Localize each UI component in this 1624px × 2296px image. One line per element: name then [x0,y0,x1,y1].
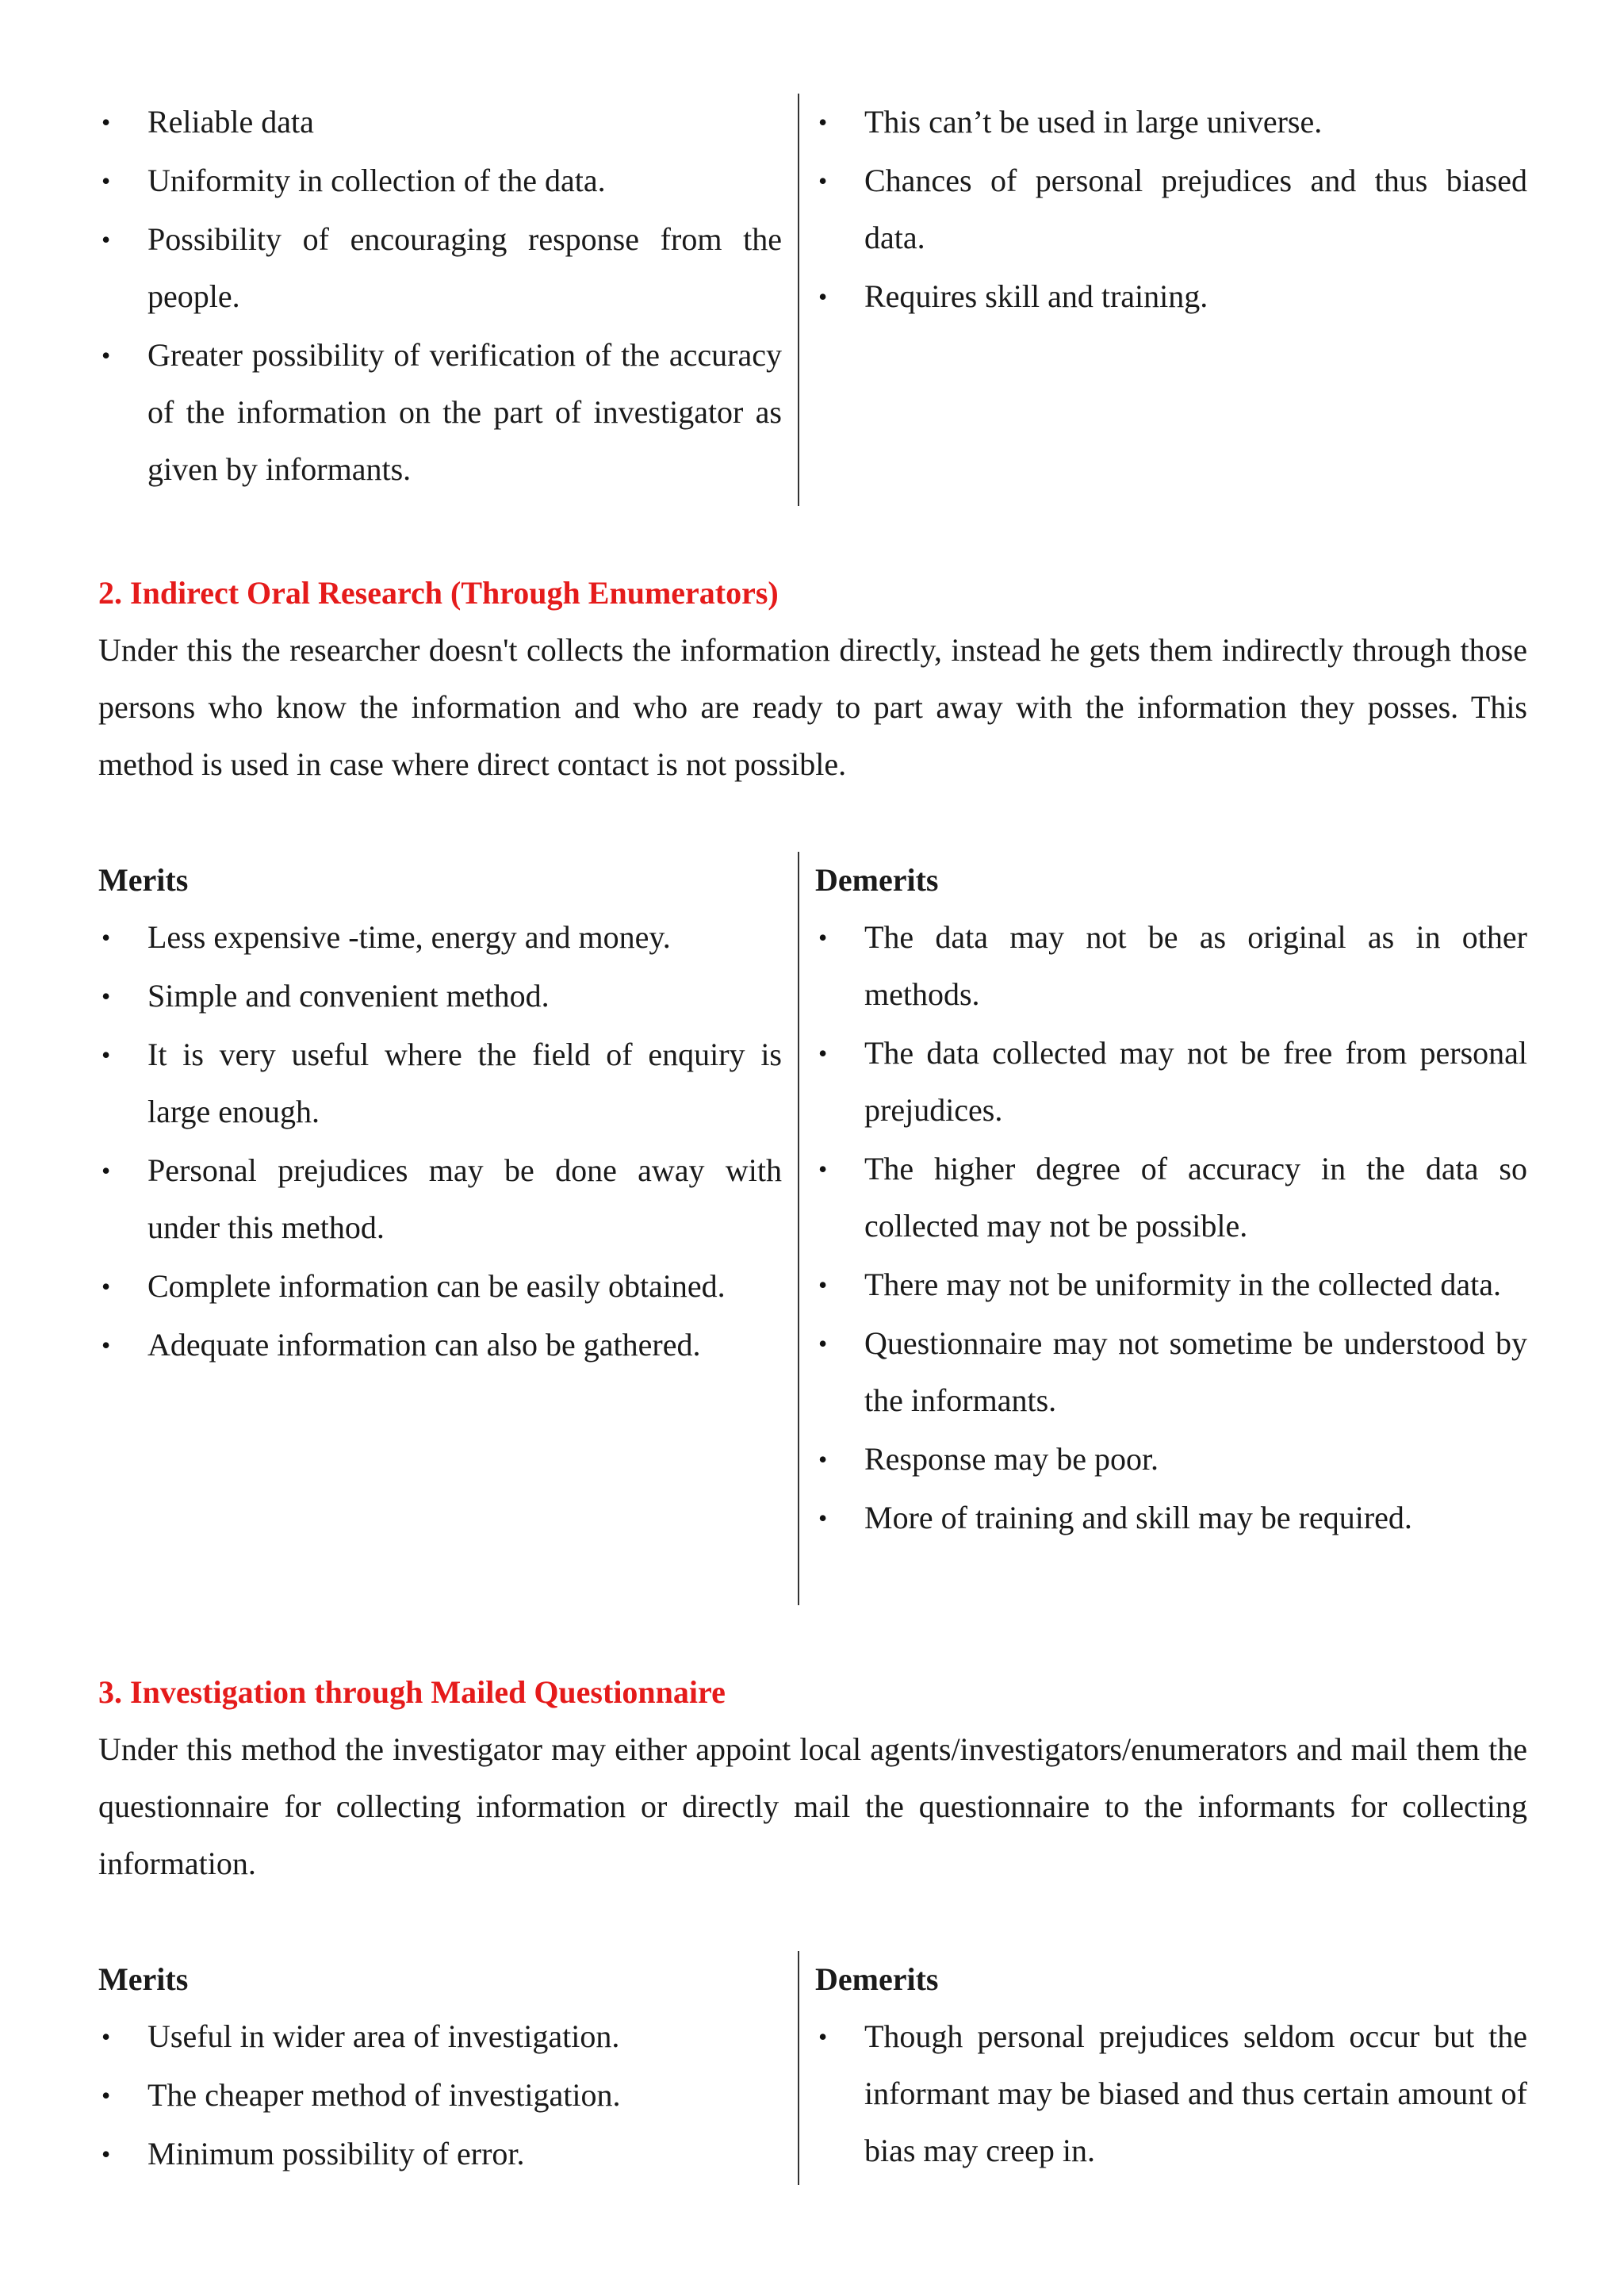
list-item: • Minimum possibility of error. [98,2125,782,2183]
merits-heading: Merits [98,862,189,898]
continued-demerits-column [799,94,1527,506]
list-item: • Chances of personal prejudices and thus biased data. [815,152,1527,266]
list-item: • Questionnaire may not sometime be understood by the informants. [815,1315,1527,1429]
bullet-icon: • [102,108,111,136]
section-2-merits-column [98,852,798,1605]
section-2-title: 2. Indirect Oral Research (Through Enumerators) [98,575,779,611]
bullet-icon: • [818,923,828,952]
list-item: • Response may be poor. [815,1431,1527,1488]
bullet-icon: • [818,282,828,311]
list-item: • Personal prejudices may be done away with under this method. [98,1142,782,1256]
section-2-merits-demerits [98,852,1527,1605]
bullet-icon: • [102,1331,111,1359]
section-2-description: Under this the researcher doesn't collects the information directly, instead he gets them indirectly through those persons who know the information and who are ready to part away with the information they posses. This method is used in case where direct contact is not possible. [98,632,1527,782]
continued-merits-column [98,94,798,506]
section-2-demerits-list [815,909,1527,1547]
list-item: • Uniformity in collection of the data. [98,152,782,209]
bullet-icon: • [102,225,111,254]
list-item: • It is very useful where the field of enquiry is large enough. [98,1026,782,1140]
list-item: • Simple and convenient method. [98,968,782,1025]
bullet-icon: • [102,341,111,370]
list-item: • The data collected may not be free from personal prejudices. [815,1025,1527,1139]
list-item: • The higher degree of accuracy in the data so collected may not be possible. [815,1140,1527,1255]
list-item: • There may not be uniformity in the collected data. [815,1256,1527,1313]
list-item: • This can’t be used in large universe. [815,94,1527,151]
section-3-demerits-list [815,2008,1527,2179]
merits-heading: Merits [98,1961,189,1997]
section-3-merits-list [98,2008,782,2183]
section-3-merits-demerits [98,1951,1527,2185]
section-3-description: Under this method the investigator may either appoint local agents/investigators/enumerators and mail them the questionnaire for collecting information or directly mail the questionnaire to the informants for collecting information. [98,1731,1527,1881]
demerits-heading: Demerits [815,862,939,898]
list-item: • More of training and skill may be required. [815,1489,1527,1547]
bullet-icon: • [102,1272,111,1301]
list-item: • Though personal prejudices seldom occur but the informant may be biased and thus certain amount of bias may creep in. [815,2008,1527,2179]
bullet-icon: • [102,2081,111,2110]
continued-merits-list [98,94,782,498]
bullet-icon: • [818,1445,828,1474]
list-item: • Requires skill and training. [815,268,1527,325]
bullet-icon: • [818,108,828,136]
bullet-icon: • [818,1039,828,1068]
list-item: • Complete information can be easily obtained. [98,1258,782,1315]
list-item: • Greater possibility of verification of the accuracy of the information on the part of investigator as given by informants. [98,327,782,498]
continued-demerits-list [815,94,1527,325]
list-item: • Reliable data [98,94,782,151]
list-item: • The data may not be as original as in other methods. [815,909,1527,1023]
list-item: • Less expensive -time, energy and money. [98,909,782,966]
bullet-icon: • [102,1156,111,1185]
bullet-icon: • [102,923,111,952]
bullet-icon: • [818,1329,828,1358]
bullet-icon: • [818,1271,828,1299]
continued-merits-demerits [98,94,1527,506]
list-item: • The cheaper method of investigation. [98,2067,782,2124]
section-3-title: 3. Investigation through Mailed Questionnaire [98,1674,726,1710]
bullet-icon: • [818,167,828,195]
bullet-icon: • [102,1041,111,1069]
section-2-merits-list [98,909,782,1374]
bullet-icon: • [818,1155,828,1183]
section-3-merits-column [98,1951,798,2185]
list-item: • Possibility of encouraging response from the people. [98,211,782,325]
section-2-demerits-column [799,852,1527,1605]
bullet-icon: • [102,982,111,1010]
bullet-icon: • [818,1504,828,1532]
bullet-icon: • [102,2022,111,2051]
list-item: • Useful in wider area of investigation. [98,2008,782,2065]
list-item: • Adequate information can also be gathered. [98,1317,782,1374]
demerits-heading: Demerits [815,1961,939,1997]
section-3-demerits-column [799,1951,1527,2185]
bullet-icon: • [818,2022,828,2051]
bullet-icon: • [102,167,111,195]
bullet-icon: • [102,2140,111,2168]
